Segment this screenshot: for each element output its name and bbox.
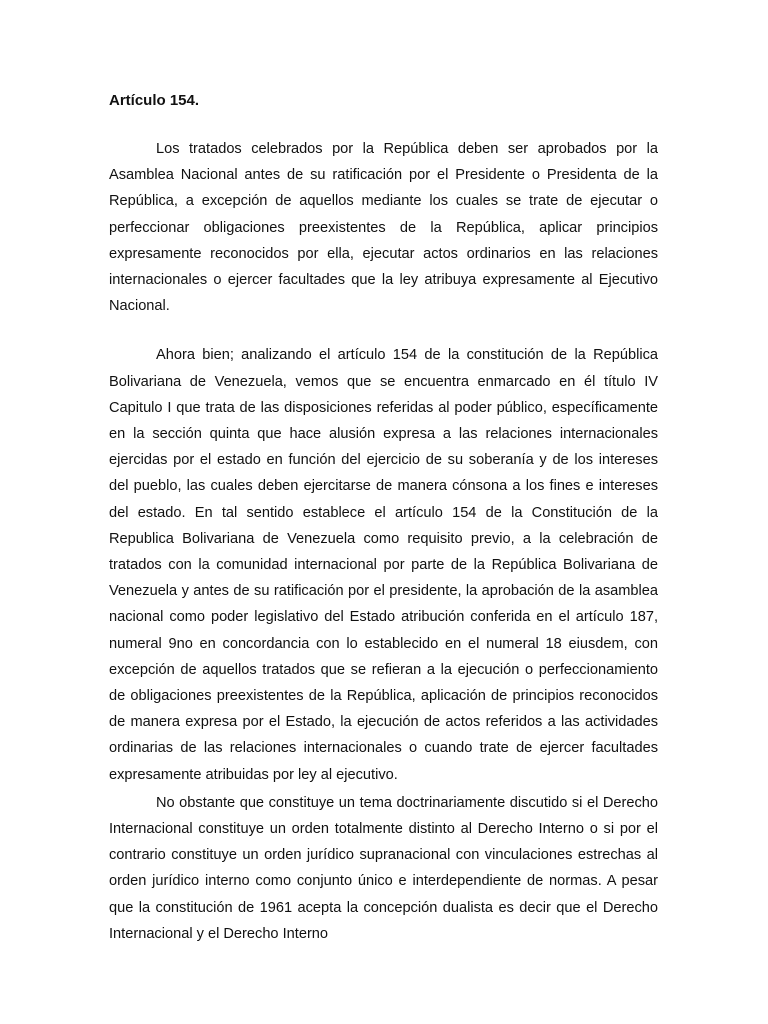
paragraph-analysis: Ahora bien; analizando el artículo 154 de la constitución de la República Bolivariana de Venezuela, vemos que se encuentra enmarcado en él título IV Capitulo I que trata de las disposiciones referidas al poder público, específicamente en la sección quinta que hace alusión expresa a las relaciones internacionales ejercidas por el estado en función del ejercicio de su soberanía y de los intereses del pueblo, las cuales deben ejercitarse de manera cónsona a los fines e intereses del estado. En tal sentido establece el artículo 154 de la Constitución de la Republica Bolivariana de Venezuela como requisito previo, a la celebración de tratados con la comunidad internacional por parte de la República Bolivariana de Venezuela y antes de su ratificación por el presidente, la aprobación de la asamblea nacional como poder legislativo del Estado atribución conferida en el artículo 187, numeral 9no en concordancia con lo establecido en el numeral 18 eiusdem, con excepción de aquellos tratados que se refieran a la ejecución o perfeccionamiento de obligaciones preexistentes de la República, aplicación de principios reconocidos de manera expresa por el Estado, la ejecución de actos referidos a las actividades ordinarias de las relaciones internacionales o cuando trate de ejercer facultades expresamente atribuidas por ley al ejecutivo.: [109, 347, 658, 783]
paragraph-article-text: Los tratados celebrados por la República deben ser aprobados por la Asamblea Nacional antes de su ratificación por el Presidente o Presidenta de la República, a excepción de aquellos mediante los cuales se trate de ejecutar o perfeccionar obligaciones preexistentes de la República, aplicar principios expresamente reconocidos por ella, ejecutar actos ordinarios en las relaciones internacionales o ejercer facultades que la ley atribuya expresamente al Ejecutivo Nacional.: [109, 141, 658, 315]
paragraph-doctrine: No obstante que constituye un tema doctrinariamente discutido si el Derecho Internacional constituye un orden totalmente distinto al Derecho Interno o si por el contrario constituye un orden jurídico supranacional con vinculaciones estrechas al orden jurídico interno como conjunto único e interdependiente de normas. A pesar que la constitución de 1961 acepta la concepción dualista es decir que el Derecho Internacional y el Derecho Interno: [109, 794, 658, 942]
document-page: [109, 88, 658, 947]
article-heading: Artículo 154.: [109, 92, 200, 109]
